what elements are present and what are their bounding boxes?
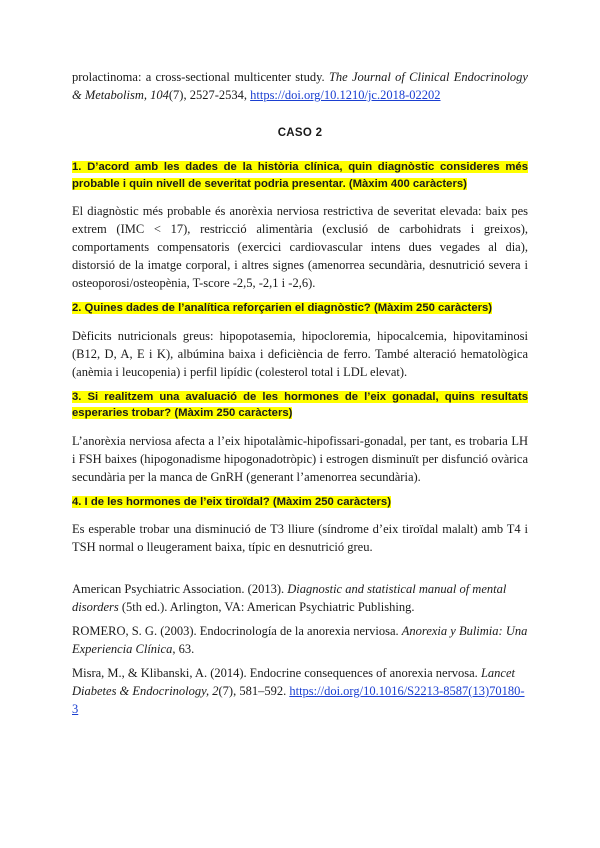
top-reference [72,68,528,104]
question-2: 2. Quines dades de l’analítica reforçarien el diagnòstic? (Màxim 250 caràcters) [72,302,493,314]
case-title: CASO 2 [277,127,323,139]
question-3: 3. Si realitzem una avaluació de les hormones de l’eix gonadal, quins resultats esperaries trobar? (Màxim 250 caràcters) [72,390,528,419]
answer-4: Es esperable trobar una disminució de T3 lliure (síndrome d’eix tiroïdal malalt) amb T4 i TSH normal o lleugerament baixa, típic en desnutrició greu. [72,522,528,554]
reference-text: prolactinoma: a cross-sectional multicenter study. [72,70,329,84]
reference-item: ROMERO, S. G. (2003). Endocrinología de la anorexia nerviosa. Anorexia y Bulimia: Una Experiencia Clínica, 63. [72,624,528,656]
reference-doi-link[interactable]: https://doi.org/10.1016/S2213-8587(13)70180-3 [72,684,525,716]
question-4: 4. I de les hormones de l’eix tiroïdal? (Màxim 250 caràcters) [72,495,391,508]
answer-1: El diagnòstic més probable és anorèxia nerviosa restrictiva de severitat elevada: baix pes extrem (IMC < 17), restricció alimentària (exclusió de carbohidrats i greixos), comportaments compensatoris (exercici cardiovascular intens dues vegades al dia), distorsió de la imatge corporal, i altres signes (amenorrea secundària, desnutrició severa i osteoporosi/osteopènia, T-score -2,5, -2,1 i -2,6). [72,204,528,290]
answer-2: Dèficits nutricionals greus: hipopotasemia, hipocloremia, hipocalcemia, hipovitaminosi (B12, D, A, E i K), albúmina baixa i deficiència de ferro. També alteració hematològica (anèmia i leucopenia) i perfil lipídic (colesterol total i LDL elevat). [72,328,528,379]
reference-journal: The Journal of Clinical Endocrinology & Metabolism, 104 [72,70,528,102]
answer-3: L’anorèxia nerviosa afecta a l’eix hipotalàmic-hipofissari-gonadal, per tant, es trobaria LH i FSH baixes (hipogonadisme hipogonadotròpic) i estrogen disminuït per disfunció ovàrica secundària per la manca de GnRH (generant l’amenorrea secundària). [72,433,528,484]
document-page [72,68,528,718]
reference-details: (7), 2527-2534, [168,88,251,102]
reference-item: American Psychiatric Association. (2013). Diagnostic and statistical manual of mental disorders (5th ed.). Arlington, VA: American Psychiatric Publishing. [72,582,507,614]
question-1: 1. D’acord amb les dades de la història clínica, quin diagnòstic consideres més probable i quin nivell de severitat podria presentar. (Màxim 400 caràcters) [72,161,528,190]
reference-item: Misra, M., & Klibanski, A. (2014). Endocrine consequences of anorexia nervosa. Lancet Diabetes & Endocrinology, 2(7), 581–592. https://doi.org/10.1016/S2213-8587(13)70180-3 [72,666,525,716]
references-list [72,580,528,718]
reference-doi-link[interactable]: https://doi.org/10.1210/jc.2018-02202 [250,88,441,102]
